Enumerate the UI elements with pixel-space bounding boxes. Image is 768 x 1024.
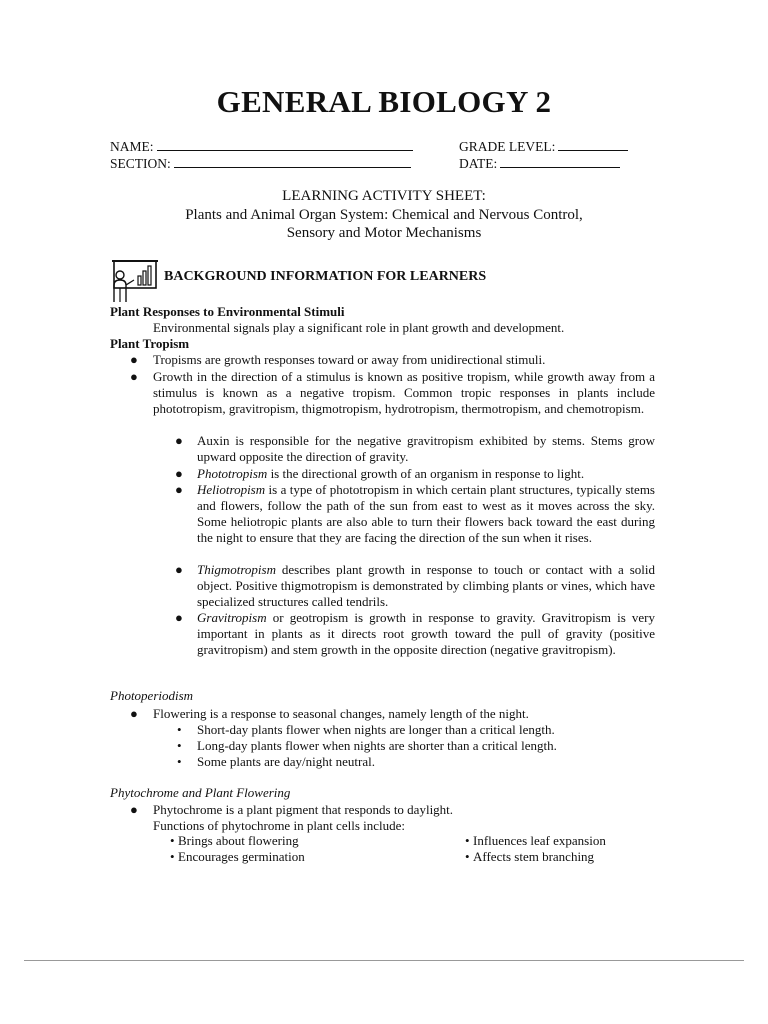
tropism-sub-4 <box>197 562 655 610</box>
tropism-sub-1: Auxin is responsible for the negative gravitropism exhibited by stems. Stems grow upward opposite the direction of gravity. <box>197 433 655 464</box>
date-field <box>459 155 620 172</box>
tropism-sub-2 <box>197 466 655 482</box>
gravitropism-term: Gravitropism <box>197 610 267 625</box>
name-field <box>110 138 413 155</box>
tropism-sub-3 <box>197 482 655 546</box>
phytochrome-function-3: Encourages germination <box>178 849 305 864</box>
bullet-dot: ● <box>130 352 138 367</box>
gravitropism-text: or geotropism is growth in response to gravity. Gravitropism is very important in plants as it directs root growth toward the pull of gravity (positive gravitropism) and stem growth in the opposite direction (negative gravitropism). <box>197 610 655 657</box>
thigmotropism-text: describes plant growth in response to touch or contact with a solid object. Positive thigmotropism is demonstrated by climbing plants or vines, which have specialized structures called tendrils. <box>197 562 655 609</box>
section-blank[interactable] <box>174 155 411 168</box>
thigmotropism-term: Thigmotropism <box>197 562 276 577</box>
photoperiodism-heading: Photoperiodism <box>110 688 194 703</box>
grade-level-field <box>459 138 628 155</box>
sheet-subtitle-line1: Plants and Animal Organ System: Chemical and Nervous Control, <box>185 207 583 223</box>
bullet-dot: ● <box>175 610 183 625</box>
tropism-bullet-2: Growth in the direction of a stimulus is known as positive tropism, while growth away from a stimulus is known as a negative tropism. Common tropic responses in plants include phototropism, gravitropism, thigmotropism, hydrotropism, thermotropism, and chemotropism. <box>153 369 655 416</box>
grade-level-label: GRADE LEVEL: <box>459 139 556 154</box>
photoperiodism-sub-2: Long-day plants flower when nights are shorter than a critical length. <box>197 738 557 753</box>
tropism-bullet-1: Tropisms are growth responses toward or away from unidirectional stimuli. <box>153 352 546 367</box>
phototropism-term: Phototropism <box>197 466 268 481</box>
bullet-dot: ● <box>175 562 183 577</box>
phytochrome-function-2: Influences leaf expansion <box>473 833 606 848</box>
phytochrome-functions-intro: Functions of phytochrome in plant cells include: <box>153 818 406 833</box>
background-heading: BACKGROUND INFORMATION FOR LEARNERS <box>164 269 487 284</box>
bullet-dot: • <box>465 833 470 848</box>
bullet-dot: • <box>465 849 470 864</box>
photoperiodism-bullet-1: Flowering is a response to seasonal changes, namely length of the night. <box>153 706 529 721</box>
photoperiodism-sub-3: Some plants are day/night neutral. <box>197 754 375 769</box>
phytochrome-bullet-1: Phytochrome is a plant pigment that responds to daylight. <box>153 802 454 817</box>
plant-responses-heading: Plant Responses to Environmental Stimuli <box>110 304 345 319</box>
footer-divider <box>24 960 744 961</box>
photoperiodism-sub-1: Short-day plants flower when nights are longer than a critical length. <box>197 722 555 737</box>
bullet-dot: ● <box>130 802 138 817</box>
bullet-dot: • <box>170 849 175 864</box>
date-blank[interactable] <box>500 155 620 168</box>
phototropism-text: is the directional growth of an organism in response to light. <box>267 466 585 481</box>
bullet-dot: ● <box>130 706 138 721</box>
bullet-dot: ● <box>130 369 138 384</box>
name-label: NAME: <box>110 139 154 154</box>
grade-level-blank[interactable] <box>558 138 628 151</box>
bullet-dot: ● <box>175 433 183 448</box>
presentation-icon <box>110 258 158 304</box>
name-blank[interactable] <box>157 138 413 151</box>
plant-responses-intro: Environmental signals play a significant role in plant growth and development. <box>153 320 565 335</box>
bullet-dot: • <box>177 722 182 737</box>
section-field <box>110 155 411 172</box>
section-label: SECTION: <box>110 156 171 171</box>
page-title: GENERAL BIOLOGY 2 <box>216 84 552 119</box>
tropism-sub-5 <box>197 610 655 658</box>
bullet-dot: • <box>177 738 182 753</box>
sheet-subtitle-line2: Sensory and Motor Mechanisms <box>286 225 482 241</box>
phytochrome-function-1: Brings about flowering <box>178 833 299 848</box>
plant-tropism-heading: Plant Tropism <box>110 336 190 351</box>
bullet-dot: ● <box>175 466 183 481</box>
bullet-dot: ● <box>175 482 183 497</box>
heliotropism-text: is a type of phototropism in which certain plant structures, typically stems and flowers, follow the path of the sun from east to west as it moves across the sky. Some heliotropic plants are also able to turn their flowers back toward the east during the night to ensure that they are facing the direction of the sun when it rises. <box>197 482 655 545</box>
heliotropism-term: Heliotropism <box>197 482 266 497</box>
date-label: DATE: <box>459 156 498 171</box>
sheet-heading: LEARNING ACTIVITY SHEET: <box>282 188 486 204</box>
bullet-dot: • <box>170 833 175 848</box>
bullet-dot: • <box>177 754 182 769</box>
phytochrome-function-4: Affects stem branching <box>473 849 595 864</box>
phytochrome-heading: Phytochrome and Plant Flowering <box>110 785 291 800</box>
